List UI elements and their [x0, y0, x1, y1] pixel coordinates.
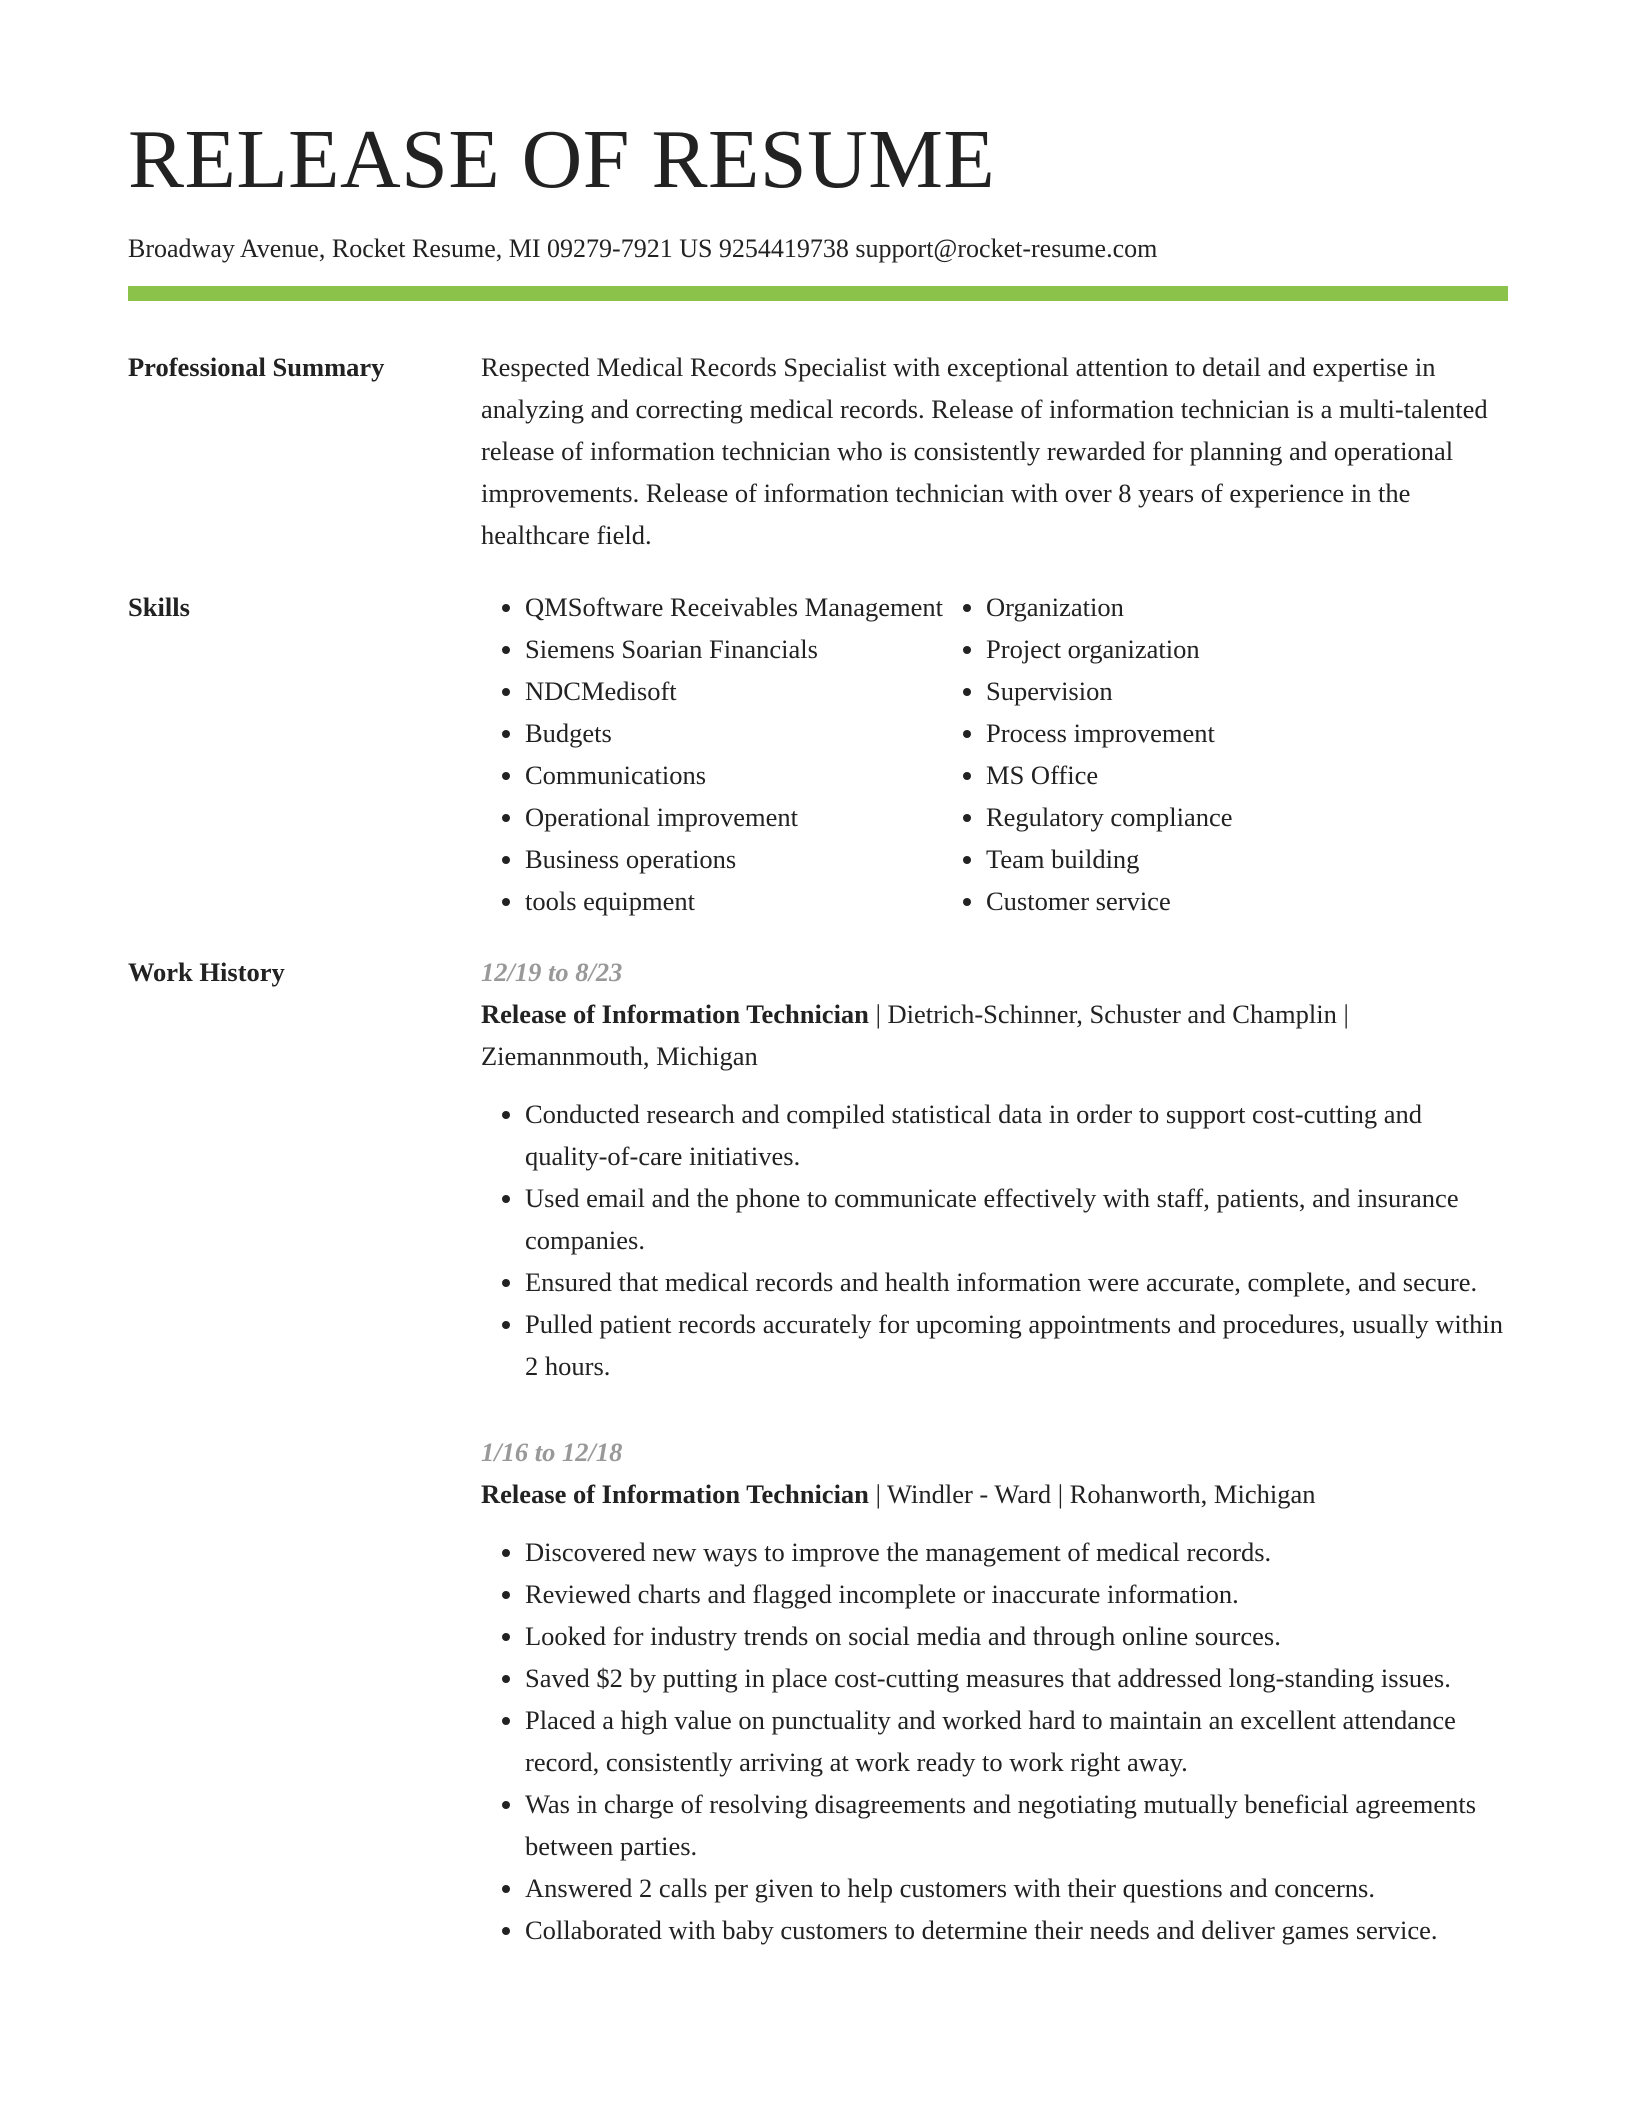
job-bullet: • Pulled patient records accurately for upcoming appointments and procedures, usually within 2 hours. — [525, 1303, 1508, 1387]
job-title: Release of Information Technician — [481, 1479, 869, 1509]
job-bullet: • Saved $2 by putting in place cost-cutting measures that addressed long-standing issues. — [525, 1657, 1508, 1699]
job-bullet: • Answered 2 calls per given to help customers with their questions and concerns. — [525, 1867, 1508, 1909]
skills-heading: Skills — [128, 592, 190, 622]
job-details: | Windler - Ward | Rohanworth, Michigan — [868, 1479, 1316, 1509]
skill-item: • Team building — [986, 838, 1502, 880]
skills-columns — [481, 586, 1508, 922]
skill-item: • Operational improvement — [525, 796, 942, 838]
job-details: | Dietrich-Schinner, Schuster and Champlin | Ziemannmouth, Michigan — [481, 999, 1349, 1071]
job-heading — [481, 1473, 1508, 1515]
job-heading — [481, 993, 1508, 1077]
job-title: Release of Information Technician — [481, 999, 869, 1029]
job-entry — [481, 1431, 1508, 1951]
job-bullet: • Was in charge of resolving disagreements and negotiating mutually beneficial agreements between parties. — [525, 1783, 1508, 1867]
job-bullet: • Ensured that medical records and health information were accurate, complete, and secure. — [525, 1261, 1508, 1303]
job-bullet: • Looked for industry trends on social media and through online sources. — [525, 1615, 1508, 1657]
job-bullet: • Reviewed charts and flagged incomplete or inaccurate information. — [525, 1573, 1508, 1615]
skills-column-1 — [481, 586, 942, 922]
header-divider — [128, 286, 1508, 301]
skill-item: • QMSoftware Receivables Management — [525, 586, 942, 628]
skills-column-2 — [942, 586, 1502, 922]
work-history-heading: Work History — [128, 957, 285, 987]
skill-item: • NDCMedisoft — [525, 670, 942, 712]
resume-name: RELEASE OF RESUME — [128, 113, 996, 206]
skill-item: • MS Office — [986, 754, 1502, 796]
skill-item: • Communications — [525, 754, 942, 796]
job-entry — [481, 951, 1508, 1387]
contact-line: Broadway Avenue, Rocket Resume, MI 09279-7921 US 9254419738 support@rocket-resume.com — [128, 234, 1158, 263]
skill-item: • Budgets — [525, 712, 942, 754]
skill-item: • Siemens Soarian Financials — [525, 628, 942, 670]
skill-item: • Customer service — [986, 880, 1502, 922]
job-bullet: • Discovered new ways to improve the management of medical records. — [525, 1531, 1508, 1573]
skill-item: • Project organization — [986, 628, 1502, 670]
skill-item: • tools equipment — [525, 880, 942, 922]
summary-text: Respected Medical Records Specialist with exceptional attention to detail and expertise in analyzing and correcting medical records. Release of information technician is a multi-talented release of information technician who is consistently rewarded for planning and operational improvements. Release of information technician with over 8 years of experience in the healthcare field. — [481, 352, 1488, 550]
job-bullet: • Used email and the phone to communicate effectively with staff, patients, and insurance companies. — [525, 1177, 1508, 1261]
skill-item: • Organization — [986, 586, 1502, 628]
skill-item: • Process improvement — [986, 712, 1502, 754]
job-bullet: • Collaborated with baby customers to determine their needs and deliver games service. — [525, 1909, 1508, 1951]
job-dates: 12/19 to 8/23 — [481, 957, 623, 987]
job-bullet: • Placed a high value on punctuality and worked hard to maintain an excellent attendance record, consistently arriving at work ready to work right away. — [525, 1699, 1508, 1783]
job-dates: 1/16 to 12/18 — [481, 1437, 623, 1467]
job-bullet: • Conducted research and compiled statistical data in order to support cost-cutting and quality-of-care initiatives. — [525, 1093, 1508, 1177]
skill-item: • Regulatory compliance — [986, 796, 1502, 838]
job-bullets — [481, 1531, 1508, 1951]
skill-item: • Supervision — [986, 670, 1502, 712]
job-bullets — [481, 1093, 1508, 1387]
summary-heading: Professional Summary — [128, 352, 385, 382]
skill-item: • Business operations — [525, 838, 942, 880]
